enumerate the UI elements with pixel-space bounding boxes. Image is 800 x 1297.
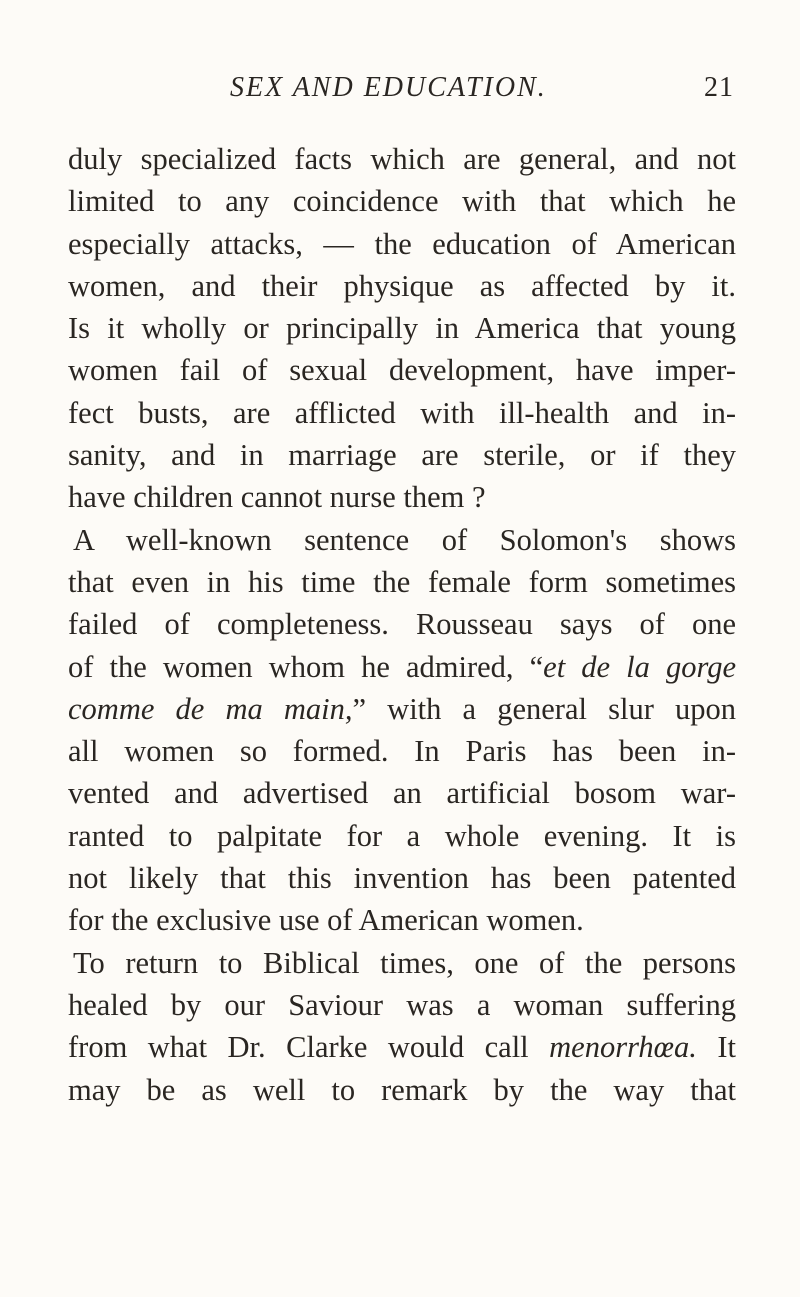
- text-line: women fail of sexual development, have imper-: [68, 353, 736, 388]
- paragraph-start-line: To return to Biblical times, one of the persons: [73, 945, 736, 980]
- text-line: limited to any coincidence with that which he: [68, 184, 736, 219]
- text-line: [68, 646, 736, 688]
- french-quotation: et de la gorge: [543, 649, 736, 684]
- text-line: especially attacks, — the education of American: [68, 226, 736, 261]
- french-quotation-end: comme de ma main,: [68, 691, 353, 726]
- text-line: sanity, and in marriage are sterile, or if they: [68, 438, 736, 473]
- text-line: [68, 1026, 736, 1068]
- text-line: that even in his time the female form sometimes: [68, 564, 736, 599]
- text-line: failed of completeness. Rousseau says of one: [68, 607, 736, 642]
- text-line: have children cannot nurse them ?: [68, 480, 486, 515]
- running-head-title: SEX AND EDUCATION.: [230, 72, 547, 103]
- text-line: fect busts, are afflicted with ill-health and in-: [68, 395, 736, 430]
- text-line: may be as well to remark by the way that: [68, 1072, 736, 1107]
- text-run: It: [696, 1030, 736, 1065]
- text-run: of the women whom he admired, “: [68, 649, 544, 684]
- text-line: ranted to palpitate for a whole evening. It is: [68, 818, 736, 853]
- text-line: for the exclusive use of American women.: [68, 903, 584, 938]
- text-line: duly specialized facts which are general, and not: [68, 142, 736, 176]
- medical-term: menorrhœa.: [549, 1030, 697, 1065]
- text-run: ” with a general slur upon: [352, 691, 736, 726]
- running-head: [230, 72, 734, 108]
- text-line: [68, 688, 736, 730]
- text-line: all women so formed. In Paris has been in-: [68, 734, 736, 769]
- text-line: women, and their physique as affected by it.: [68, 268, 736, 303]
- text-line: Is it wholly or principally in America that young: [68, 311, 736, 346]
- text-run: from what Dr. Clarke would call: [68, 1030, 529, 1065]
- body-text: [68, 138, 736, 1111]
- text-line: not likely that this invention has been patented: [68, 861, 736, 896]
- paragraph-start-line: A well-known sentence of Solomon's shows: [73, 522, 736, 557]
- text-line: vented and advertised an artificial bosom war-: [68, 776, 736, 811]
- page-number: 21: [704, 72, 734, 103]
- text-line: healed by our Saviour was a woman suffering: [68, 987, 736, 1022]
